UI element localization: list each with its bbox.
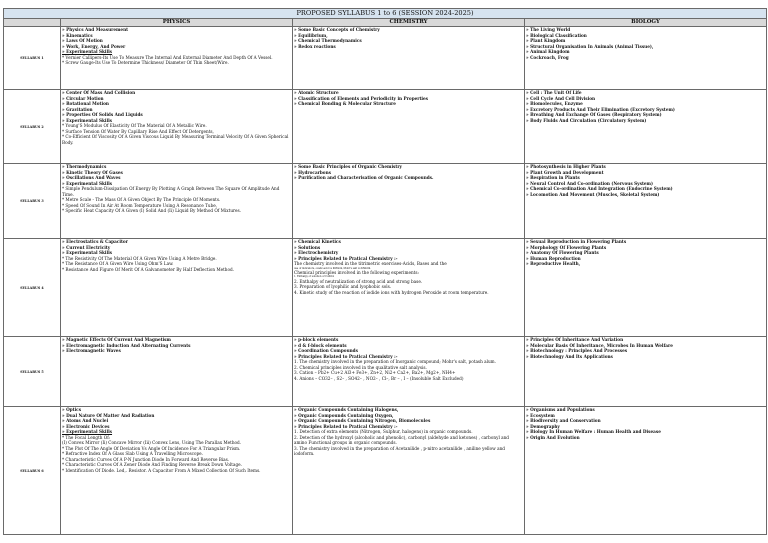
biology-cell: [525, 239, 767, 337]
topic-item: » Chemical Co-ordination And Integration (Endocrine System): [526, 186, 673, 192]
biology-cell: [525, 337, 767, 407]
topic-item: » Atomic Structure: [294, 90, 339, 95]
syllabus-row-3: [4, 164, 767, 239]
chemistry-cell: [293, 407, 525, 535]
topic-item: » Photosynthesis in Higher Plants: [526, 164, 606, 169]
detail-item: * Refractive Index Of A Glass Slab Using A Travelling Microscope.: [62, 451, 203, 457]
detail-item: 2. Chemical principles involved in the qualitative salt analysis.: [294, 364, 427, 370]
detail-item: * The Resistivity Of The Material Of A Given Wire Using A Metre Bridge.: [62, 255, 217, 261]
detail-item: 3. Cation – Pb2+ Cu+2 Al3+ Fe3+, Zn+2, Ni2+ Ca2+, Ba2+, Mg2+, NH4+: [294, 370, 456, 376]
topic-item: » Principles Related to Pratical Chemistry :-: [294, 353, 398, 359]
topic-item: » Cockroach, Frog: [526, 54, 569, 60]
corner-header: [4, 19, 61, 27]
biology-cell: [525, 164, 767, 239]
biology-cell: [525, 407, 767, 535]
topic-item: » Chemical Kinetics: [294, 239, 341, 244]
topic-item: » Body Fluids And Circulation (Circulatory System): [526, 117, 647, 123]
row-label: SYLLABUS 4: [4, 239, 61, 337]
topic-item: » Plant Kingdom: [526, 38, 566, 44]
chemistry-cell: [293, 164, 525, 239]
detail-item: use of indicators, oxalic-acid vs KMnO4, Mohr's salt vs KMnO4: [294, 266, 371, 270]
physics-cell: [61, 164, 293, 239]
detail-item: The chemistry involved in the titrimetric exercises-Acids, Bases and the: [294, 261, 447, 267]
detail-item: * Young'S Modulus Of Elasticity Of The Material Of A Metallic Wire.: [62, 123, 207, 129]
detail-item: * Surface Tension Of Water By Capillary Rise And Effect Of Detergents,: [62, 128, 214, 134]
detail-item: * Characteristic Curves Of A P-N Junction Diode In Forward And Reverse Bias.: [62, 456, 230, 462]
topic-item: » Structural Organisation In Animals (Animal Tissue),: [526, 43, 654, 49]
topic-item: » Circular Motion: [62, 95, 104, 101]
topic-item: » Origin And Evolution: [526, 434, 580, 440]
topic-item: » Experimental Skills: [62, 117, 113, 123]
topic-item: » Electronic Devices: [62, 423, 110, 429]
detail-item: 4. Kinetic study of the reaction of iodide ions with hydrogen Peroxide at room temperature.: [294, 289, 489, 295]
topic-item: » Gravitation: [62, 106, 93, 112]
topic-item: » Reproductive Health,: [526, 261, 581, 267]
topic-item: » Chemical Thermodynamics: [294, 38, 362, 44]
header-chemistry: CHEMISTRY: [293, 19, 525, 27]
topic-item: » Cell Cycle And Cell Division: [526, 95, 596, 101]
topic-item: » Laws Of Motion: [62, 38, 103, 44]
detail-item: 1. Detection of extra elements (Nitrogen, Sulphur, halogens) in organic compounds.: [294, 429, 473, 435]
physics-cell: [61, 337, 293, 407]
topic-item: » Human Reproduction: [526, 255, 581, 261]
detail-item: (I) Convex Mirror (Ii) Concave Mirror (Iii) Convex Lens, Using The Parallax Method.: [62, 440, 242, 446]
topic-item: » Organisms and Populations: [526, 407, 595, 412]
topic-item: » Biotechnology And Its Applications: [526, 353, 613, 359]
topic-item: » Optics: [62, 407, 82, 412]
topic-item: » Organic Compounds Containing Nitrogen, Biomolecules: [294, 418, 431, 424]
topic-item: » Rotational Motion: [62, 101, 109, 107]
detail-item: Chemical principles involved in the following experiments:: [294, 269, 419, 275]
topic-item: » Experimental Skills: [62, 180, 113, 186]
topic-item: » Chemical Bonding & Molecular Structure: [294, 101, 396, 107]
topic-item: » Morphology Of Flowering Plants: [526, 244, 607, 250]
topic-item: » Electromagnetic Waves: [62, 348, 121, 354]
row-label: SYLLABUS 1: [4, 27, 61, 90]
detail-item: 1. The chemistry involved in the preparation of Inorganic compound; Mohr's salt, potash alum.: [294, 359, 496, 365]
chemistry-cell: [293, 239, 525, 337]
topic-item: » Atoms And Nuclei: [62, 418, 109, 424]
detail-item: 1. Enthalpy of solution of CuSO4: [294, 275, 334, 279]
topic-item: » Experimental Skills: [62, 49, 113, 55]
topic-item: » Experimental Skills: [62, 429, 113, 435]
topic-item: » Classification of Elements and Periodicity in Properties: [294, 95, 429, 101]
topic-item: » Cell : The Unit Of Life: [526, 90, 582, 95]
topic-item: » Principles Of Inheritance And Variation: [526, 337, 624, 342]
row-label: SYLLABUS 2: [4, 90, 61, 164]
detail-item: * Characteristic Curves Of A Zener Diode And Finding Reverse Break Down Voltage.: [62, 462, 242, 468]
detail-item: 2. Enthalpy of neutralization of strong acid and strong base.: [294, 278, 423, 284]
topic-item: » Neural Control And Co-ordination (Nervous System): [526, 180, 653, 186]
detail-item: * Speed Of Sound In Air At Room Temperature Using A Resonance Tube,: [62, 202, 218, 208]
detail-item: * Resistance And Figure Of Merit Of A Galvanometer By Half Deflection Method.: [62, 266, 235, 272]
topic-item: » Biological Classification: [526, 32, 587, 38]
topic-item: » Respiration in Plants: [526, 175, 580, 181]
topic-item: » Principles Related to Pratical Chemistry :-: [294, 423, 398, 429]
detail-item: 2. Detection of the hydroxyl (alcoholic and phenolic), carbonyl (aldehyde and ketones) , carbonyl and amino Functional groups in organic compounds.: [294, 434, 509, 446]
detail-item: * Screw Gauge-Its Use To Determine Thickness/ Diameter Of Thin Sheet/Wire.: [62, 60, 229, 66]
topic-item: » Breathing And Exchange Of Gases (Respiratory System): [526, 112, 662, 118]
detail-item: * Identification Of Diode. Led,. Resistor. A Capacitor From A Mixed Collection Of Such Items.: [62, 468, 261, 474]
topic-item: » Electrostatics & Capacitor: [62, 239, 128, 244]
topic-item: » Redox reactions: [294, 43, 336, 49]
topic-item: » Work, Energy, And Power: [62, 43, 126, 49]
detail-item: * Co-Efficient Of Viscosity Of A Given Viscous Liquid By Measuring Terminal Velocity Of A Given Spherical Body.: [62, 134, 289, 145]
topic-item: » Biology In Human Welfare : Human Health and Disease: [526, 429, 661, 435]
topic-item: » Demography: [526, 423, 560, 429]
topic-item: » Anatomy Of Flowering Plants: [526, 250, 599, 256]
physics-cell: [61, 27, 293, 90]
topic-item: » Equilibrium,: [294, 32, 328, 38]
biology-cell: [525, 90, 767, 164]
detail-item: * Metre Scale - The Mass Of A Given Object By The Principle Of Moments.: [62, 197, 221, 203]
topic-item: » Kinetic Theory Of Gases: [62, 169, 123, 175]
topic-item: » Electromagnetic Induction And Alternating Currents: [62, 342, 191, 348]
topic-item: » Current Electricity: [62, 244, 111, 250]
chemistry-cell: [293, 27, 525, 90]
detail-item: 3. The chemistry involved in the preparation of Acetanilide , p-nitro acetanilide , aniline yellow and iodoform.: [294, 445, 505, 457]
row-label: SYLLABUS 6: [4, 407, 61, 535]
detail-item: * The Resistance Of A Given Wire Using Ohm'S Law.: [62, 261, 174, 267]
chemistry-cell: [293, 337, 525, 407]
topic-item: » Biotechnology : Principles And Processes: [526, 348, 628, 354]
topic-item: » Kinematics: [62, 32, 93, 38]
detail-item: * The Plot Of The Angle Of Deviation Vs Angle Of Incidence For A Triangular Prism.: [62, 445, 241, 451]
topic-item: » Some Basic Principles of Organic Chemistry: [294, 164, 402, 169]
topic-item: » Physics And Measurement: [62, 27, 129, 32]
topic-item: » p-block elements: [294, 337, 339, 342]
topic-item: » Experimental Skills: [62, 250, 113, 256]
topic-item: » Solutions: [294, 244, 321, 250]
topic-item: » Hydrocarbons: [294, 169, 331, 175]
topic-item: » Magnetic Effects Of Current And Magnetism: [62, 337, 171, 342]
topic-item: » Electrochemistry: [294, 250, 339, 256]
topic-item: » Principles Related to Pratical Chemistry :-: [294, 255, 398, 261]
topic-item: » Thermodynamics: [62, 164, 107, 169]
header-biology: BIOLOGY: [525, 19, 767, 27]
topic-item: » Ecosystem: [526, 412, 555, 418]
chemistry-cell: [293, 90, 525, 164]
topic-item: » Oscillations And Waves: [62, 175, 121, 181]
physics-cell: [61, 90, 293, 164]
detail-item: 4. Anions – CO32– , S2– , SO42– , NO2– , Cl–, Br – , I – (Insoluble Salt Excluded): [294, 375, 464, 381]
topic-item: » Purification and Characterisation of Organic Compounds.: [294, 175, 434, 181]
topic-item: » Center Of Mass And Collision: [62, 90, 136, 95]
topic-item: » Plant Growth and Development: [526, 169, 604, 175]
syllabus-row-1: [4, 27, 767, 90]
syllabus-row-4: [4, 239, 767, 337]
detail-item: * Specific Heat Capacity Of A Given (I) Solid And (Ii) Liquid By Method Of Mixtures.: [62, 208, 242, 214]
detail-item: * The Focal Length Of:: [62, 434, 111, 440]
detail-item: * Vernier Callipers-Its Use To Measure The Internal And External Diameter And Depth Of A Vessel.: [62, 54, 273, 60]
syllabus-row-6: [4, 407, 767, 535]
physics-cell: [61, 407, 293, 535]
topic-item: » Coordination Compounds: [294, 348, 358, 354]
topic-item: » Animal Kingdom: [526, 49, 570, 55]
topic-item: » Locomotion And Movement (Muscles, Skeletal System): [526, 191, 660, 197]
topic-item: » Organic Compounds Containing Halogens,: [294, 407, 399, 412]
syllabus-row-5: [4, 337, 767, 407]
topic-item: » Organic Compounds Containing Oxygen,: [294, 412, 394, 418]
header-physics: PHYSICS: [61, 19, 293, 27]
topic-item: » Biodiversity and Conservation: [526, 418, 601, 424]
physics-cell: [61, 239, 293, 337]
topic-item: » Excretory Products And Their Elimination (Excretory System): [526, 106, 675, 112]
topic-item: » Molecular Basis Of Inheritance, Microbes In Human Welfare: [526, 342, 673, 348]
topic-item: » The Living World: [526, 27, 571, 32]
topic-item: » Biomolecules, Enzyme: [526, 101, 583, 107]
topic-item: » Properties Of Solids And Liquids: [62, 112, 143, 118]
detail-item: 3. Preparation of lyophilic and lyophobic sols.: [294, 284, 392, 290]
syllabus-table: [3, 8, 767, 535]
detail-item: * Simple Pendulum-Dissipation Of Energy By Plotting A Graph Between The Square Of Amplitude And Time.: [62, 186, 280, 197]
topic-item: » Some Basic Concepts of Chemistry: [294, 27, 380, 32]
biology-cell: [525, 27, 767, 90]
topic-item: » Sexual Reproduction in Flowering Plants: [526, 239, 627, 244]
syllabus-row-2: [4, 90, 767, 164]
row-label: SYLLABUS 5: [4, 337, 61, 407]
topic-item: » d & f-block elements: [294, 342, 347, 348]
page-title: PROPOSED SYLLABUS 1 to 6 (SESSION 2024-2025): [4, 9, 767, 19]
topic-item: » Dual Nature Of Matter And Radiation: [62, 412, 155, 418]
row-label: SYLLABUS 3: [4, 164, 61, 239]
